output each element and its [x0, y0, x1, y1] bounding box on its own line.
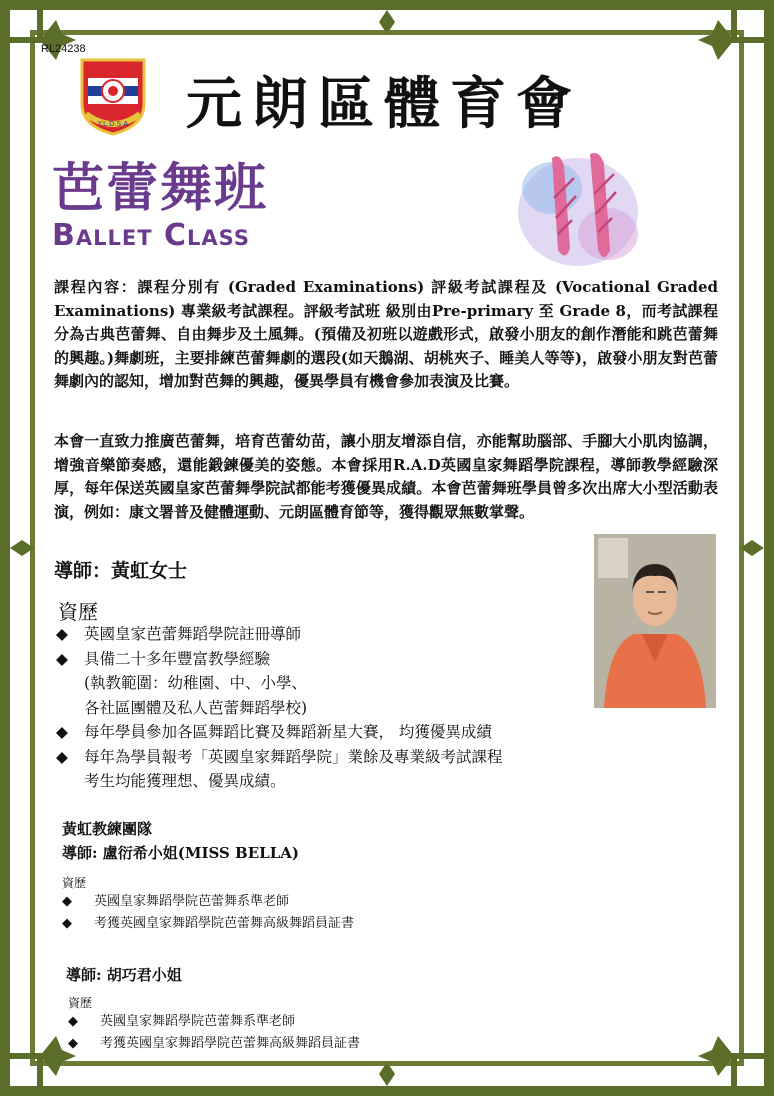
diamond-bullet-icon: ◆: [68, 1014, 78, 1029]
main-teacher-title: 導師：黃虹女士: [54, 560, 188, 582]
main-teacher-credentials-heading: 資歷: [58, 600, 98, 624]
teacher1-name: 導師: 盧衍希小姐(MISS BELLA): [62, 844, 299, 862]
diamond-bullet-icon: ◆: [68, 1036, 78, 1051]
teacher2-credentials-heading: 資歷: [68, 996, 93, 1010]
diamond-bullet-icon: ◆: [62, 894, 72, 909]
list-item: ◆ 具備二十多年豐富教學經驗: [54, 647, 503, 672]
diamond-bullet-icon: ◆: [56, 649, 68, 668]
diamond-bullet-icon: ◆: [56, 625, 68, 643]
diamond-bullet-icon: ◆: [56, 747, 68, 766]
document-code: RL24238: [41, 43, 86, 55]
list-subitem: (執教範圍：幼稚園、中、小學、: [84, 674, 308, 692]
intro-paragraph: 本會一直致力推廣芭蕾舞，培育芭蕾幼苗，讓小朋友增添自信，亦能幫助腦部、手腳大小肌肉協調，增強音樂節奏感，還能鍛鍊優美的姿態。本會採用R.A.D英國皇家舞蹈學院課程，導師教學經驗深厚，每年保送英國皇家芭蕾舞學院試都能考獲優異成績。本會芭蕾舞班學員曾多次出席大小型活動表演，例如：康文署普及健體運動、元朗區體育節等，獲得觀眾無數掌聲。: [54, 432, 718, 521]
list-item: ◆ 考獲英國皇家舞蹈學院芭蕾舞高級舞蹈員証書: [62, 913, 354, 935]
list-item: ◆ 每年學員參加各區舞蹈比賽及舞蹈新星大賽， 均獲優異成績: [54, 720, 503, 745]
diamond-bullet-icon: ◆: [56, 723, 68, 741]
list-item: ◆ 考獲英國皇家舞蹈學院芭蕾舞高級舞蹈員証書: [68, 1033, 360, 1055]
list-item: ◆ 英國皇家舞蹈學院芭蕾舞系準老師: [62, 891, 354, 913]
main-teacher-credentials-list: [54, 622, 503, 794]
course-content-label: 課程內容：: [54, 278, 138, 296]
teacher1-credentials-heading: 資歷: [62, 876, 87, 890]
list-item: ◆ 英國皇家舞蹈學院芭蕾舞系準老師: [68, 1011, 360, 1033]
team-title: 黃虹教練團隊: [62, 820, 153, 838]
teacher1-credentials: [62, 874, 354, 935]
class-title-english: Ballet Class: [52, 218, 250, 253]
teacher-photo: [594, 534, 716, 708]
organization-name: 元朗區體育會: [186, 71, 582, 137]
list-item: ◆ 英國皇家芭蕾舞蹈學院註冊導師: [54, 622, 503, 647]
course-content-text: 課程分別有 (Graded Examinations) 評級考試課程及 (Vocational Graded Examinations) 專業級考試課程。評級考試班 級別由Pre-primary 至 Grade 8，而考試課程分為古典芭蕾舞、自由舞步及土風舞。(預備及初班以遊戲形式，啟發小朋友的創作潛能和跳芭蕾舞的興趣。)舞劇班，主要排練芭蕾舞劇的選段(如天鵝湖、胡桃夾子、睡美人等等)，啟發小朋友對芭蕾舞劇內的認知，增加對芭舞的興趣，優異學員有機會參加表演及比賽。: [54, 278, 718, 390]
course-content-paragraph: [54, 276, 718, 394]
list-item: ◆ 每年為學員報考「英國皇家舞蹈學院」業餘及專業級考試課程: [54, 745, 503, 770]
list-subitem: 考生均能獲理想、優異成績。: [84, 772, 286, 790]
diamond-bullet-icon: ◆: [62, 916, 72, 931]
association-logo-icon: [76, 54, 150, 138]
teacher2-name: 導師: 胡巧君小姐: [66, 966, 182, 984]
teacher2-credentials: [68, 994, 360, 1055]
class-title-chinese: 芭蕾舞班: [52, 159, 269, 219]
list-subitem: 各社區團體及私人芭蕾舞蹈學校): [84, 698, 308, 717]
ballet-shoes-icon: [512, 138, 646, 274]
svg-text:Y.L.D.S.A: Y.L.D.S.A: [97, 120, 129, 128]
